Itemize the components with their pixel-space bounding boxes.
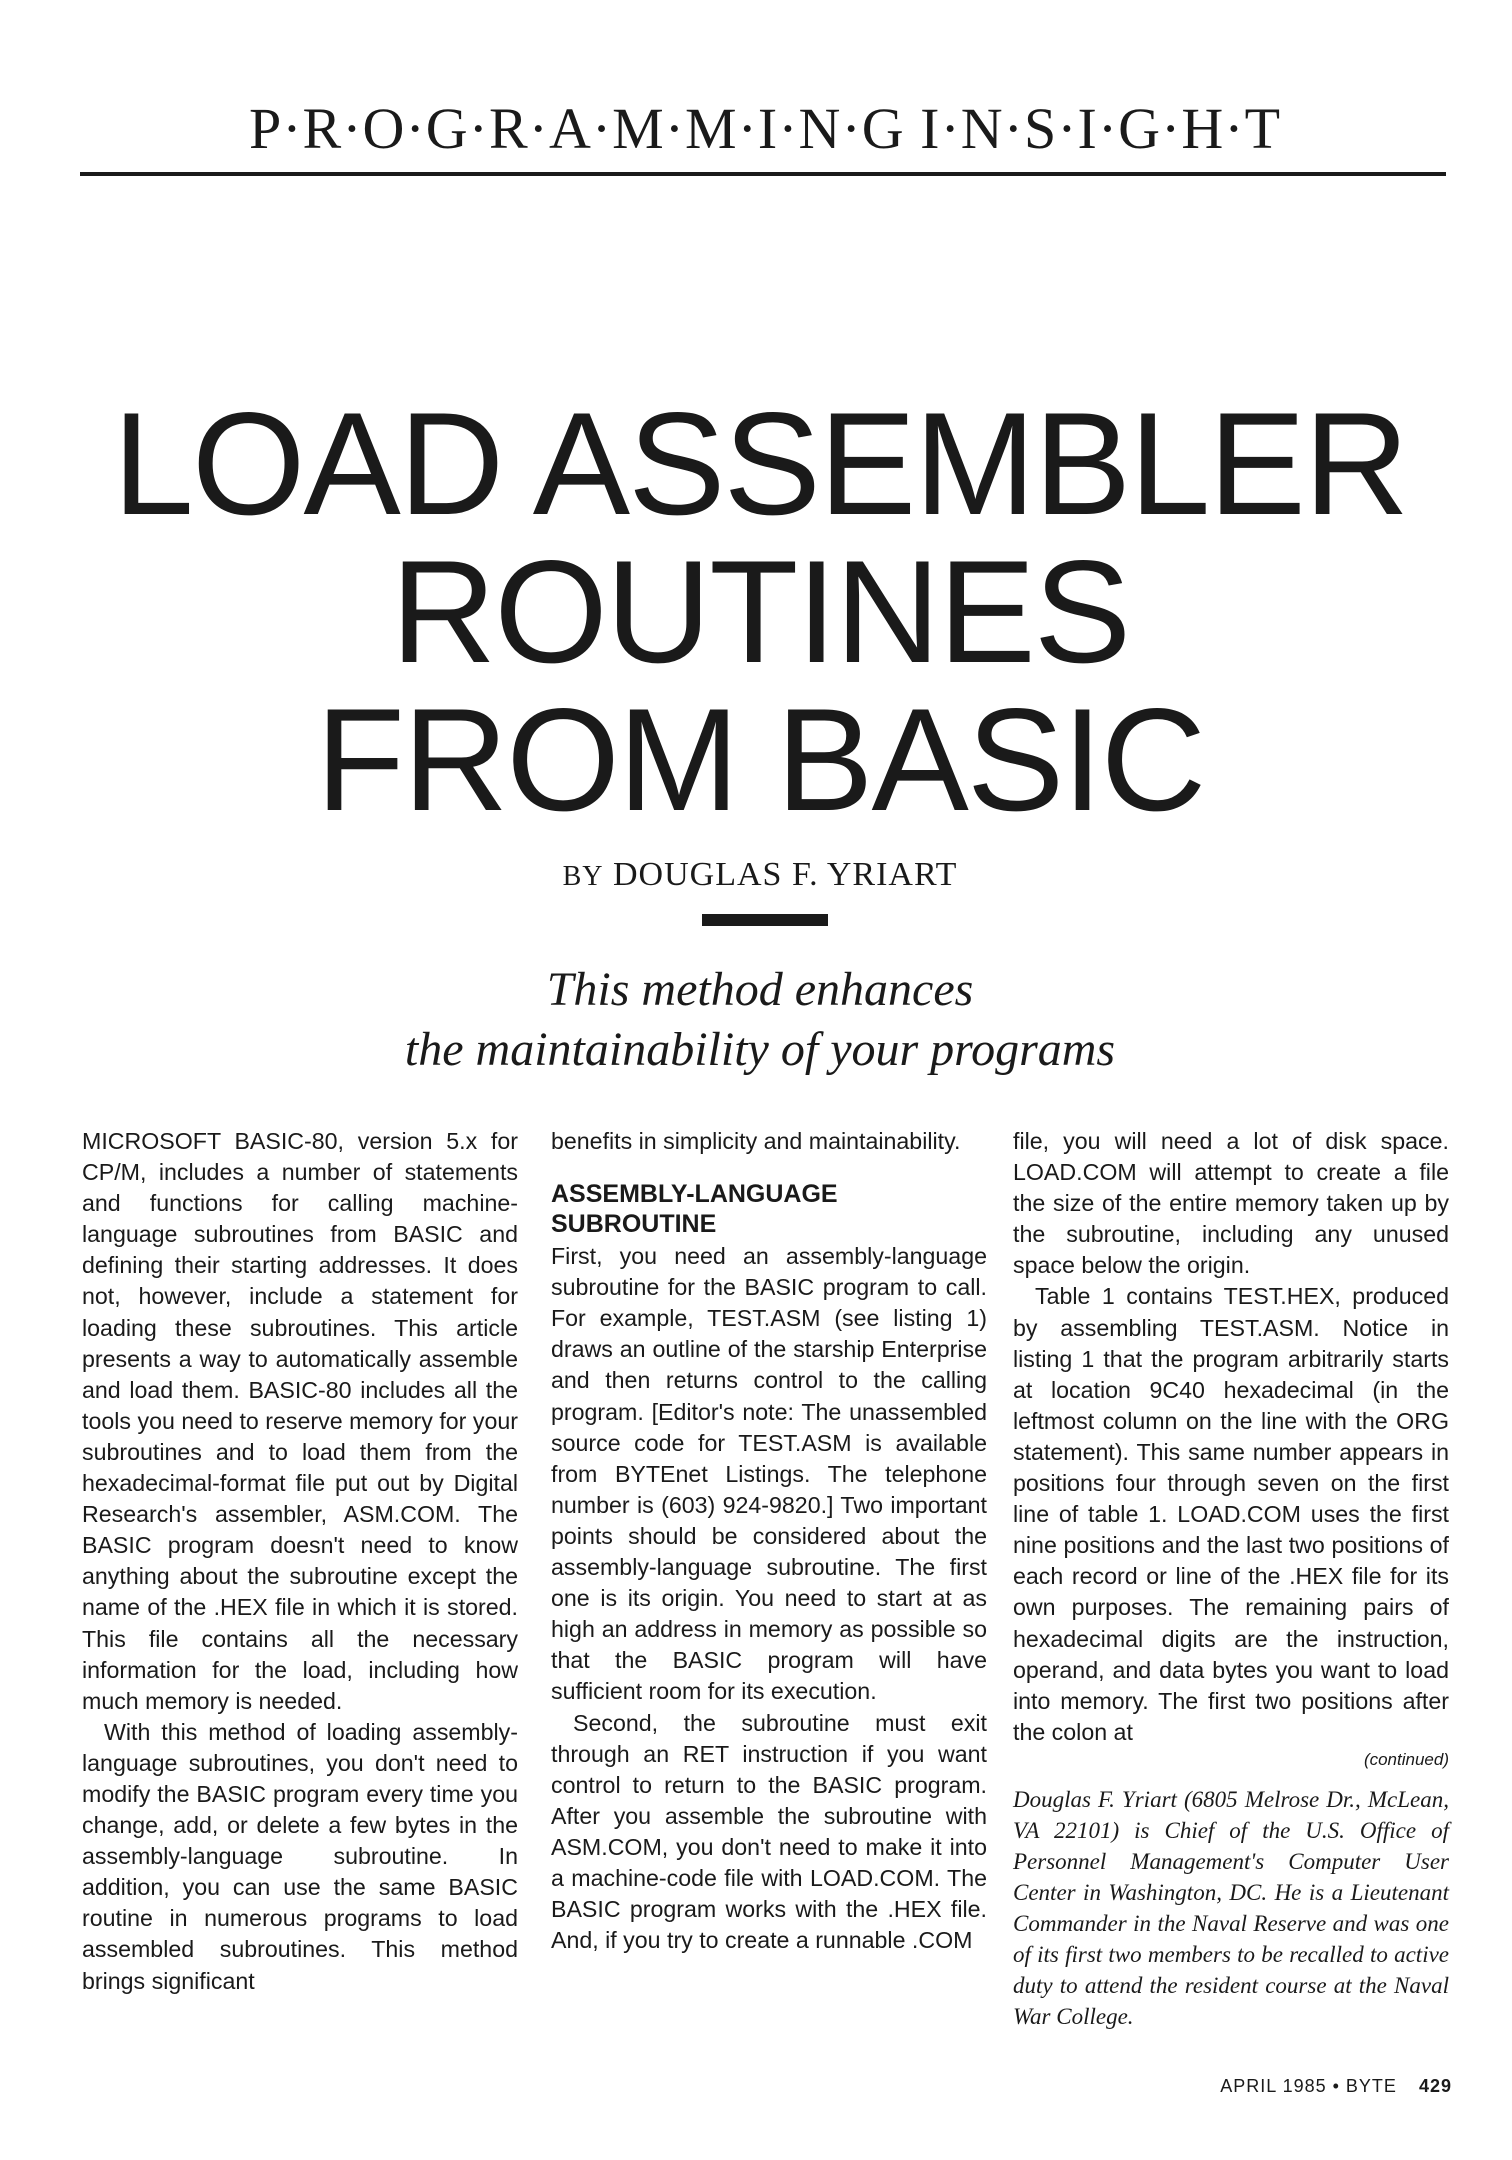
section-kicker: P·R·O·G·R·A·M·M·I·N·G I·N·S·I·G·H·T [248, 96, 1282, 161]
page-footer [1220, 2076, 1452, 2097]
paragraph: Table 1 contains TEST.HEX, produced by assembling TEST.ASM. Notice in listing 1 that the program arbitrarily starts at location 9C40 hexadecimal (in the leftmost column on the line with the ORG statement). This same number appears in positions four through seven on the first line of table 1. LOAD.COM uses the first nine positions and the last two positions of each record or line of the .HEX file for its own purposes. The remaining pairs of hexadecimal digits are the instruction, operand, and data bytes you want to load into memory. The first two positions after the colon at [1013, 1283, 1449, 1745]
page-number: 429 [1418, 2076, 1452, 2096]
paragraph: benefits in simplicity and maintainability. [551, 1128, 961, 1154]
paragraph: file, you will need a lot of disk space. LOAD.COM will attempt to create a file the size of the entire memory taken up by the subroutine, including any unused space below the origin. [1013, 1128, 1449, 1279]
byline-rule [702, 914, 828, 926]
body-column-1 [82, 1126, 518, 1997]
body-column-3 [1013, 1126, 1449, 2032]
title-line-1: LOAD ASSEMBLER [112, 382, 1408, 545]
subhead-line-2: SUBROUTINE [551, 1210, 717, 1239]
byline-by: BY [562, 861, 604, 892]
title-line-3: FROM BASIC [315, 678, 1205, 841]
continued-label: (continued) [1363, 1749, 1449, 1769]
paragraph-part: First, you need an assembly-language subroutine for the BASIC program to call. For example, TEST.ASM (see listing 1) draws an outline of the starship Enterprise and then returns control to the calling program. [Editor's note: The unassembled source code for TEST.ASM is available from BYTEnet Listings. The telephone number is (603) 924-9820.] [551, 1243, 987, 1518]
subhead [551, 1179, 987, 1239]
paragraph [551, 1241, 987, 1707]
byline-author: DOUGLAS F. YRIART [613, 856, 958, 893]
byline [60, 856, 1460, 894]
paragraph-part: Two important points should be considered about the assembly-language subroutine. The first one is its origin. You need to start at as high an address in memory as possible so that the BASIC program will have sufficient room for its execution. [551, 1491, 987, 1705]
paragraph: MICROSOFT BASIC-80, version 5.x for CP/M, includes a number of statements and functions for calling machine-language subroutines from BASIC and defining their starting addresses. It does not, however, include a statement for loading these subroutines. This article presents a way to automatically assemble and load them. BASIC-80 includes all the tools you need to reserve memory for your subroutines and to load them from the hexadecimal-format file put out by Digital Research's assembler, ASM.COM. The BASIC program doesn't need to know anything about the subroutine except the name of the .HEX file in which it is stored. This file contains all the necessary information for the load, including how much memory is needed. [82, 1128, 518, 1714]
body-column-2 [551, 1126, 987, 1956]
subhead-line-1: ASSEMBLY-LANGUAGE [551, 1180, 838, 1209]
paragraph: With this method of loading assembly-language subroutines, you don't need to modify the BASIC program every time you change, add, or delete a few bytes in the assembly-language subroutine. In addition, you can use the same BASIC routine in numerous programs to load assembled subroutines. This method brings significant [82, 1718, 518, 1994]
article-title [60, 382, 1460, 841]
paragraph: Second, the subroutine must exit through an RET instruction if you want control to return to the BASIC program. After you assemble the subroutine with ASM.COM, you don't need to make it into a machine-code file with LOAD.COM. The BASIC program works with the .HEX file. And, if you try to create a runnable .COM [551, 1709, 987, 1954]
author-bio: Douglas F. Yriart (6805 Melrose Dr., McLean, VA 22101) is Chief of the U.S. Office of Personnel Management's Computer User Center in Washington, DC. He is a Lieutenant Commander in the Naval Reserve and was one of its first two members to be recalled to active duty to attend the resident course at the Naval War College. [1013, 1786, 1449, 2029]
footer-issue: APRIL 1985 • BYTE [1220, 2076, 1397, 2096]
title-line-2: ROUTINES [390, 530, 1130, 693]
article-deck [60, 960, 1460, 1080]
header-rule [80, 172, 1446, 176]
deck-line-1: This method enhances [546, 963, 974, 1016]
deck-line-2: the maintainability of your programs [404, 1023, 1116, 1076]
